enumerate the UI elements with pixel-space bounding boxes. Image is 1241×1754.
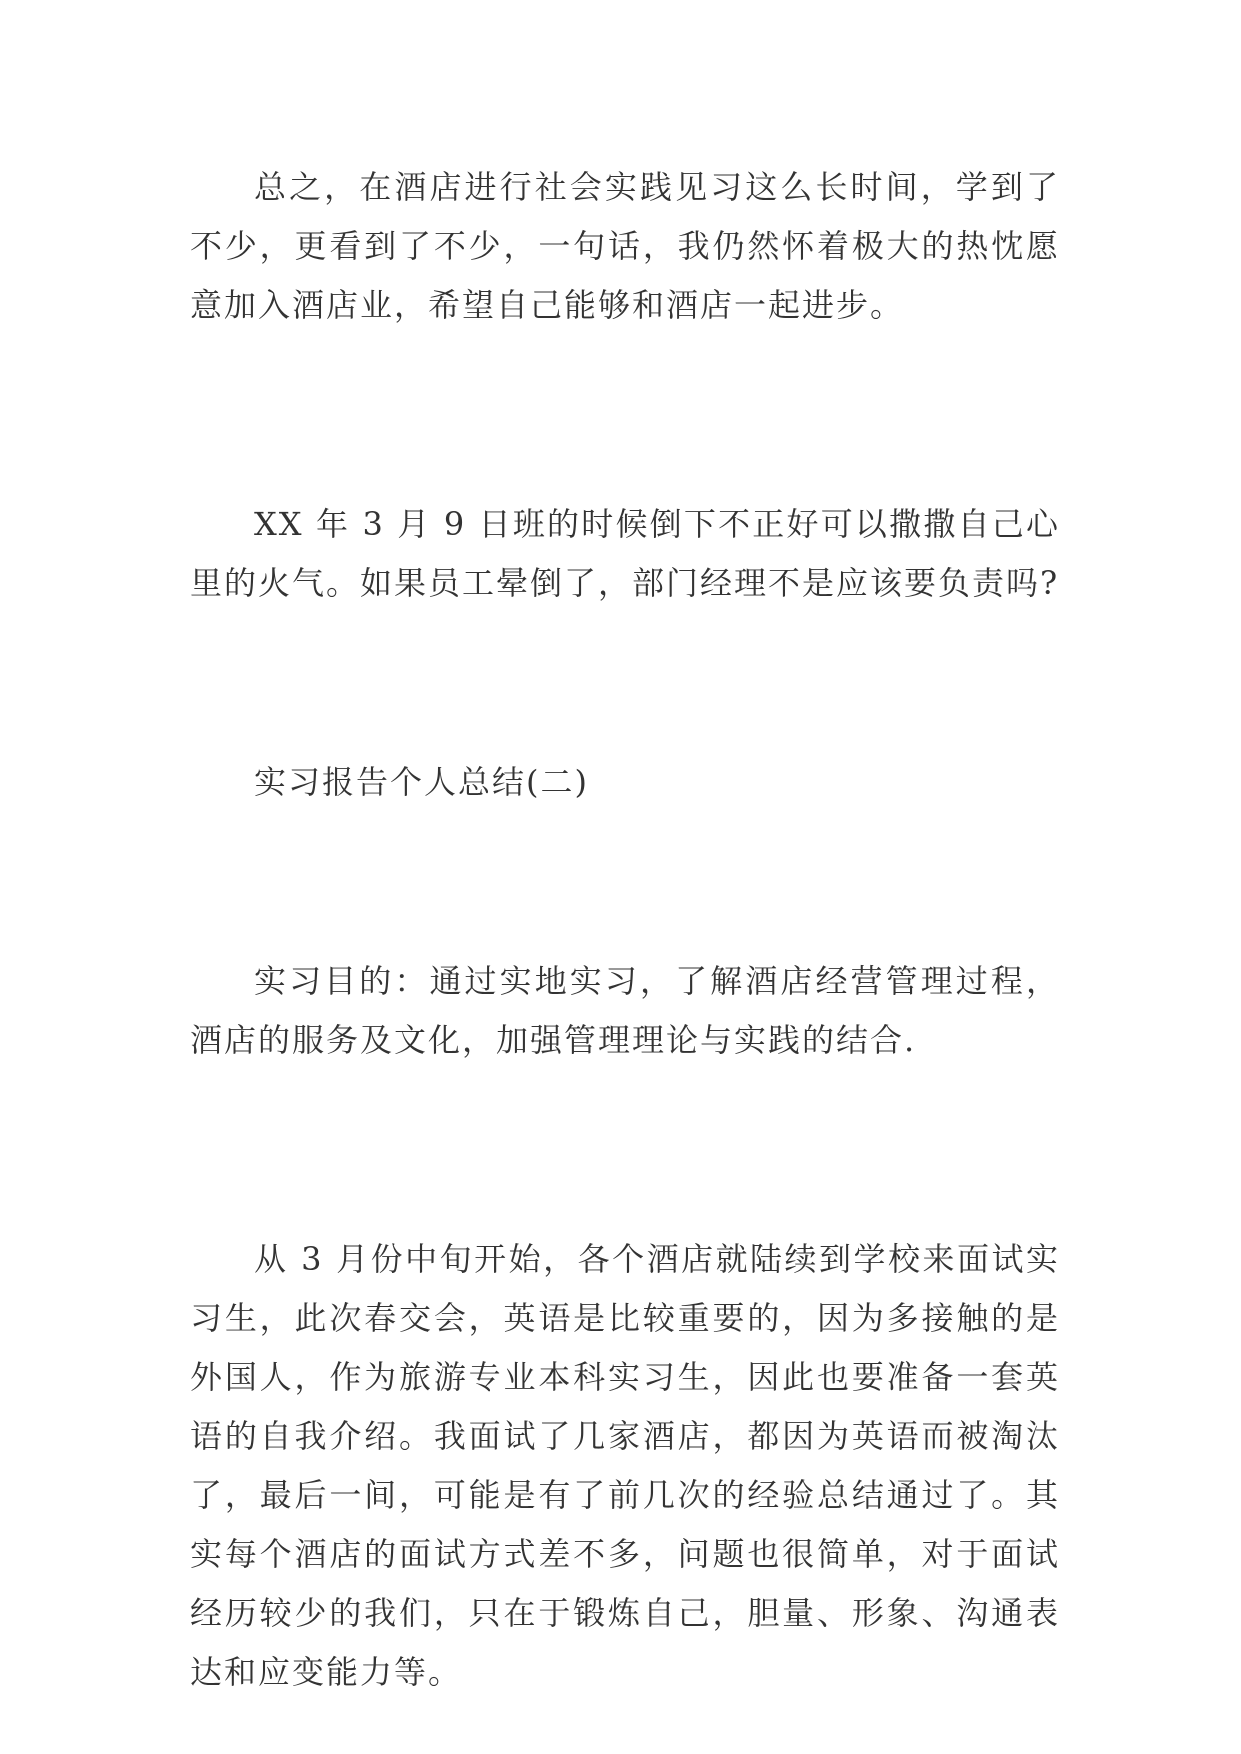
paragraph-spacer xyxy=(190,1070,1060,1230)
section-heading: 实习报告个人总结(二) xyxy=(254,763,589,801)
paragraph-interviews: 从 3 月份中旬开始，各个酒店就陆续到学校来面试实习生，此次春交会，英语是比较重要的，因为多接触的是外国人，作为旅游专业本科实习生，因此也要准备一套英语的自我介绍。我面试了几家酒店，都因为英语而被淘汰了，最后一间，可能是有了前几次的经验总结通过了。其实每个酒店的面试方式差不多，问题也很简单，对于面试经历较少的我们，只在于锻炼自己，胆量、形象、沟通表达和应变能力等。 xyxy=(190,1240,1060,1691)
paragraph-spacer xyxy=(190,335,1060,495)
paragraph-spacer xyxy=(190,812,1060,952)
paragraph-purpose: 实习目的：通过实地实习，了解酒店经营管理过程，酒店的服务及文化，加强管理理论与实践的结合. xyxy=(190,962,1060,1059)
paragraph-conclusion: 总之，在酒店进行社会实践见习这么长时间，学到了不少，更看到了不少，一句话，我仍然怀着极大的热忱愿意加入酒店业，希望自己能够和酒店一起进步。 xyxy=(190,168,1060,324)
document-body xyxy=(190,158,1060,1702)
paragraph-march-9: XX 年 3 月 9 日班的时候倒下不正好可以撒撒自己心里的火气。如果员工晕倒了，部门经理不是应该要负责吗? xyxy=(190,505,1060,602)
paragraph-spacer xyxy=(190,613,1060,753)
